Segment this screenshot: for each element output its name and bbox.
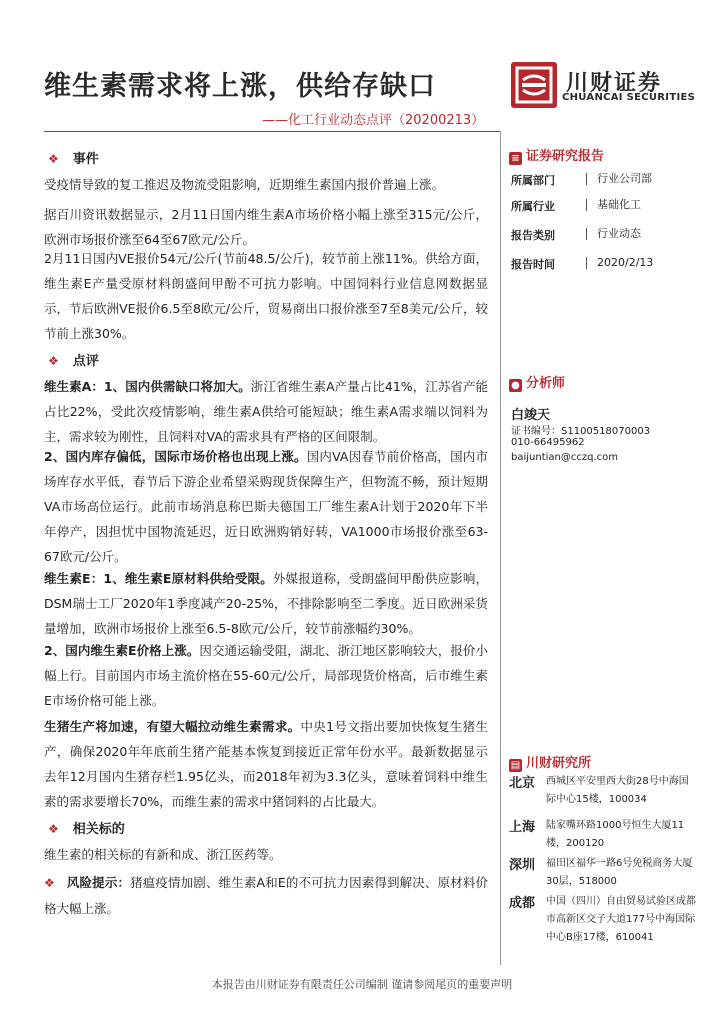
- event-paragraph-1: 受疫情导致的复工推迟及物流受阻影响，近期维生素国内报价普遍上涨。: [44, 177, 445, 192]
- report-type-heading: ≡ 证券研究报告: [509, 145, 604, 165]
- meta-value: 2020/2/13: [586, 257, 653, 269]
- office-address: 福田区福华一路6号免税商务大厦30层，518000: [546, 858, 693, 887]
- analyst-name: 白竣天: [511, 408, 551, 423]
- analyst-phone: 010-66495962: [511, 437, 585, 448]
- targets-paragraph: 维生素的相关标的有新和成、浙江医药等。: [44, 847, 282, 862]
- office-city: 上海: [509, 820, 536, 835]
- diamond-bullet-icon: ❖: [48, 822, 59, 836]
- report-title: 维生素需求将上涨，供给存缺口: [44, 71, 436, 102]
- comment-paragraph-5: 生猪生产将加速，有望大幅拉动维生素需求。中央1号文指出要加快恢复生猪生产，确保2020年年底前生猪产能基本恢复到接近正常年份水平。最新数据显示去年12月国内生猪存栏1.95亿头，而2018年初为3.3亿头，意味着饲料中维生素的需求要增长70%，而维生素的需求中猪饲料的占比最大。: [44, 719, 488, 809]
- section-comment-heading: ❖ 点评: [48, 354, 99, 369]
- meta-label: 报告类别: [511, 229, 555, 242]
- event-paragraph-2: 据百川资讯数据显示，2月11日国内维生素A市场价格小幅上涨至315元/公斤，欧洲市场报价涨至64至67欧元/公斤。: [44, 207, 488, 247]
- office-city: 成都: [509, 896, 536, 911]
- diamond-bullet-icon: ❖: [48, 354, 59, 368]
- office-address: 中国（四川）自由贸易试验区成都市高新区交子大道177号中海国际中心B座17楼，610041: [546, 896, 696, 943]
- office-address: 陆家嘴环路1000号恒生大厦11楼，200120: [546, 820, 685, 849]
- building-icon: ▤: [510, 760, 521, 771]
- brand-name-en: CHUANCAI SECURITIES: [562, 92, 696, 103]
- meta-value: 基础化工: [586, 199, 641, 211]
- institute-heading: ▤ 川财研究所: [510, 756, 592, 771]
- page-footer: 本报告由川财证券有限责任公司编制 谨请参阅尾页的重要声明: [211, 978, 513, 991]
- meta-label: 报告时间: [511, 258, 555, 271]
- comment-paragraph-2: 2、国内库存偏低，国际市场价格也出现上涨。国内VA因春节前价格高，国内市场库存水平低，春节后下游企业希望采购现货保障生产，但物流不畅，预计短期VA市场高位运行。此前市场消息称巴斯夫德国工厂维生素A计划于2020年下半年停产，因担忧中国物流延迟，近日欧洲购销好转，VA1000市场报价涨至63-67欧元/公斤。: [44, 449, 489, 564]
- comment-paragraph-1: 维生素A：1、国内供需缺口将加大。浙江省维生素A产量占比41%，江苏省产能占比22%，受此次疫情影响，维生素A供给可能短缺；维生素A需求端以饲料为主，需求较为刚性，且饲料对VA的需求具有严格的区间限制。: [44, 379, 488, 444]
- diamond-bullet-icon: ❖: [48, 152, 59, 166]
- risk-paragraph: ❖ 风险提示：猪瘟疫情加剧、维生素A和E的不可抗力因素得到解决、原材料价格大幅上涨。: [44, 875, 488, 916]
- meta-label: 所属部门: [511, 174, 555, 187]
- comment-paragraph-3: 维生素E：1、维生素E原材料供给受限。外媒报道称，受朗盛间甲酚供应影响，DSM瑞士工厂2020年1季度减产20-25%，不排除影响至二季度。近日欧洲采货量增加，欧洲市场报价上涨至6.5-8欧元/公斤，较节前涨幅约30%。: [44, 571, 488, 636]
- meta-label: 所属行业: [511, 200, 555, 213]
- section-event-heading: ❖ 事件: [48, 152, 99, 167]
- comment-paragraph-4: 2、国内维生素E价格上涨。因交通运输受阻，湖北、浙江地区影响较大，报价小幅上行。目前国内市场主流价格在55-60元/公斤，局部现货价格高，后市维生素E市场价格可能上涨。: [44, 643, 488, 708]
- office-address: 西城区平安里西大街28号中海国际中心15楼，100034: [546, 776, 689, 805]
- analyst-heading: ● 分析师: [509, 372, 565, 392]
- chuancai-logo-icon: [511, 62, 557, 108]
- column-divider: [500, 131, 501, 965]
- event-paragraph-3: 2月11日国内VE报价54元/公斤(节前48.5/公斤)，较节前上涨11%。供给方面，维生素E产量受原材料朗盛间甲酚不可抗力影响。中国饲料行业信息网数据显示，节后欧洲VE报价6.5至8欧元/公斤，贸易商出口报价涨至7至8美元/公斤，较节前上涨30%。: [44, 251, 488, 341]
- report-subtitle: ——化工行业动态点评（20200213）: [262, 113, 485, 128]
- analyst-email[interactable]: baijuntian@cczq.com: [511, 452, 619, 463]
- person-icon: ●: [509, 379, 522, 392]
- section-targets-heading: ❖ 相关标的: [48, 822, 125, 837]
- document-icon: ≡: [509, 152, 522, 165]
- meta-value: 行业动态: [586, 228, 641, 240]
- brand-name: 川财证券: [566, 71, 663, 96]
- diamond-bullet-icon: ❖: [44, 876, 55, 890]
- office-city: 北京: [509, 776, 536, 791]
- office-city: 深圳: [509, 858, 536, 873]
- analyst-cert: 证书编号：S1100518070003: [511, 426, 651, 437]
- meta-value: 行业公司部: [586, 173, 652, 185]
- header-divider: [44, 131, 500, 132]
